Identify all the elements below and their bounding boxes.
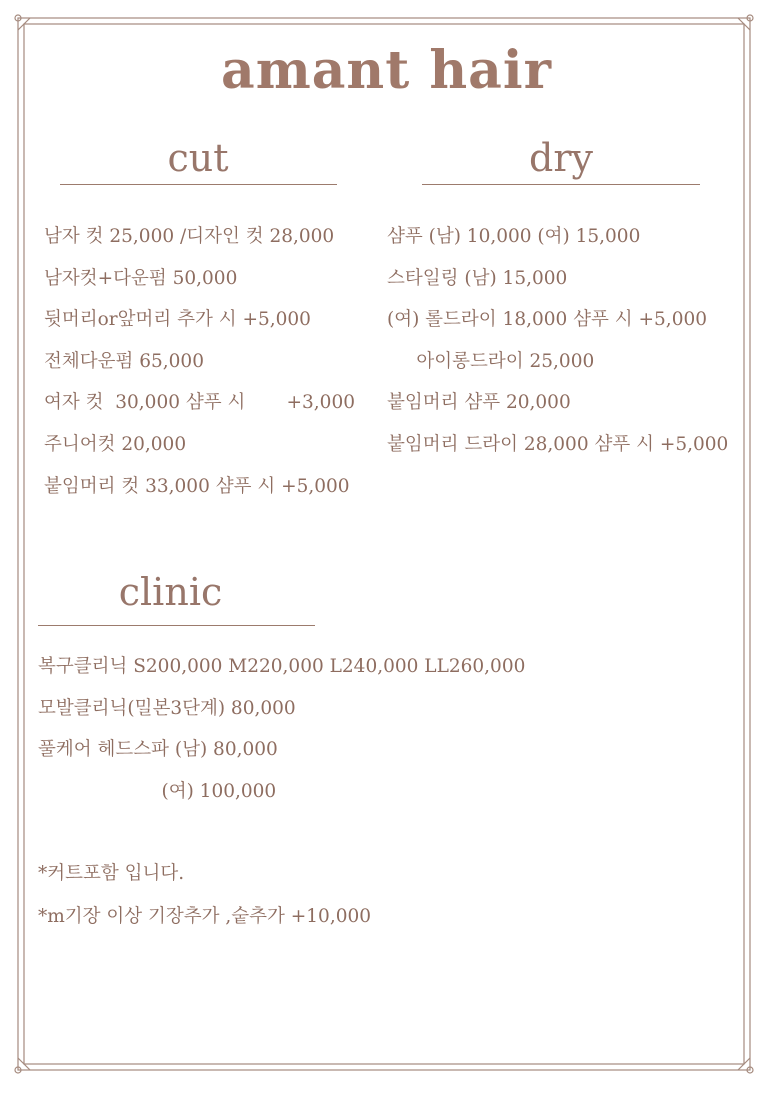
- clinic-divider: [38, 625, 315, 626]
- cut-price-list: [44, 216, 355, 507]
- salon-title: amant hair: [221, 40, 552, 101]
- list-item: 아이롱드라이 25,000: [387, 350, 595, 372]
- list-item: 붙임머리 컷 33,000 샴푸 시 +5,000: [44, 475, 350, 497]
- list-item: (여) 100,000: [38, 780, 277, 802]
- list-item: 뒷머리or앞머리 추가 시 +5,000: [44, 309, 311, 331]
- dry-heading: dry: [529, 136, 593, 180]
- list-item: 여자 컷 30,000 샴푸 시 +3,000: [44, 392, 355, 414]
- cut-heading: cut: [167, 136, 229, 180]
- list-item: 스타일링 (남) 15,000: [387, 267, 568, 289]
- dry-divider: [422, 184, 700, 185]
- list-item: 붙임머리 드라이 28,000 샴푸 시 +5,000: [387, 433, 729, 455]
- dry-price-list: [387, 216, 728, 466]
- clinic-heading: clinic: [118, 570, 223, 614]
- clinic-price-list: [38, 646, 525, 812]
- list-item: (여) 롤드라이 18,000 샴푸 시 +5,000: [387, 309, 708, 331]
- notes: [38, 852, 371, 938]
- list-item: 샴푸 (남) 10,000 (여) 15,000: [387, 226, 641, 247]
- list-item: 풀케어 헤드스파 (남) 80,000: [38, 739, 278, 761]
- note-item: *커트포함 입니다.: [38, 863, 185, 884]
- list-item: 붙임머리 샴푸 20,000: [387, 392, 571, 414]
- list-item: 전체다운펌 65,000: [44, 350, 204, 372]
- note-item: *m기장 이상 기장추가 ,숱추가 +10,000: [38, 906, 372, 927]
- list-item: 복구클리닉 S200,000 M220,000 L240,000 LL260,000: [38, 656, 526, 677]
- list-item: 모발클리닉(밀본3단계) 80,000: [38, 697, 296, 719]
- list-item: 남자컷+다운펌 50,000: [44, 267, 238, 289]
- cut-divider: [60, 184, 337, 185]
- list-item: 주니어컷 20,000: [44, 433, 187, 455]
- list-item: 남자 컷 25,000 /디자인 컷 28,000: [44, 226, 335, 247]
